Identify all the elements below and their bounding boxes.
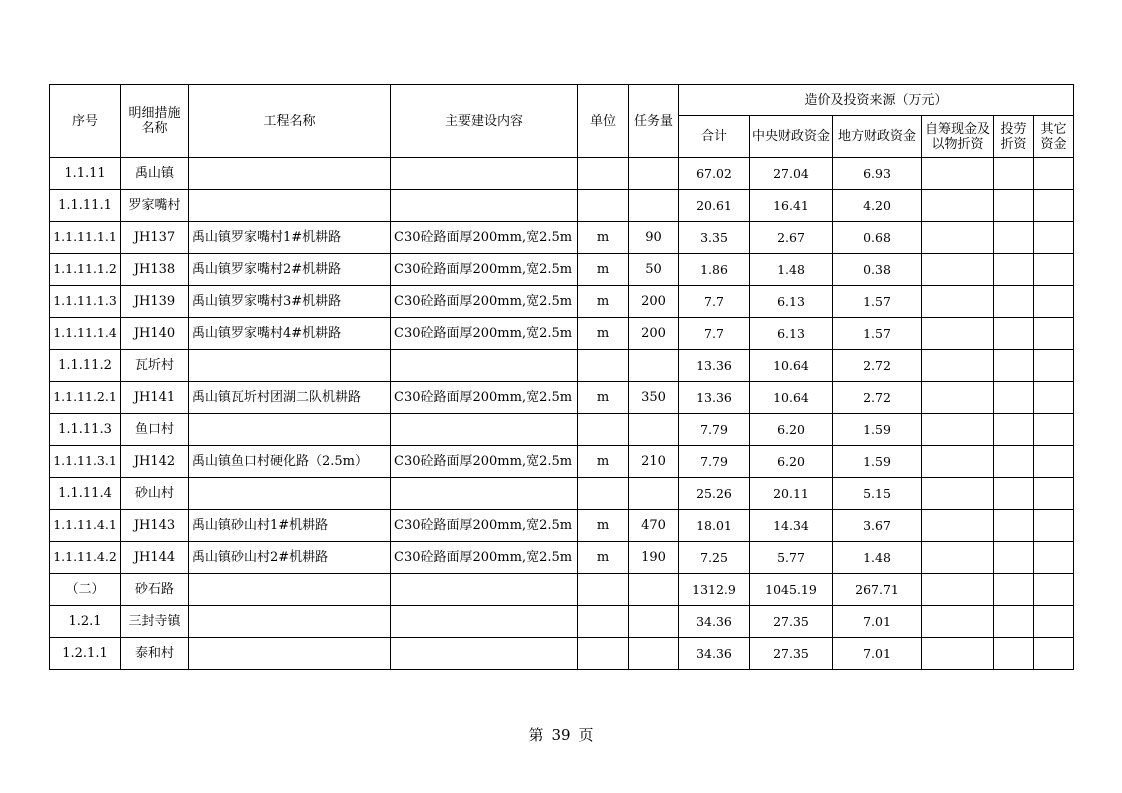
seq-cell	[50, 382, 121, 414]
content-cell	[391, 574, 578, 606]
labor-cell	[994, 574, 1034, 606]
self-cell	[922, 542, 994, 574]
local-cell: 7.01	[833, 606, 922, 638]
total-cell: 20.61	[679, 190, 750, 222]
measure-cell: JH139	[121, 286, 189, 318]
header-local: 地方财政资金	[833, 116, 922, 158]
header-other: 其它资金	[1034, 116, 1074, 158]
labor-cell	[994, 446, 1034, 478]
project-cell: 禹山镇砂山村1#机耕路	[189, 510, 391, 542]
footer-prefix: 第	[528, 726, 544, 744]
local-cell: 2.72	[833, 350, 922, 382]
content-cell	[391, 638, 578, 670]
other-cell	[1034, 286, 1074, 318]
investment-table	[49, 84, 1074, 670]
other-cell	[1034, 638, 1074, 670]
local-cell: 0.68	[833, 222, 922, 254]
labor-cell	[994, 638, 1034, 670]
self-cell	[922, 446, 994, 478]
central-cell: 20.11	[750, 478, 833, 510]
total-cell: 67.02	[679, 158, 750, 190]
content-cell: C30砼路面厚200mm,宽2.5m	[391, 286, 578, 318]
central-cell: 16.41	[750, 190, 833, 222]
header-project: 工程名称	[189, 85, 391, 158]
unit-cell: m	[578, 318, 629, 350]
content-cell: C30砼路面厚200mm,宽2.5m	[391, 446, 578, 478]
table-row	[50, 350, 1074, 382]
measure-cell: JH144	[121, 542, 189, 574]
table-row	[50, 158, 1074, 190]
seq-cell: 1.1.11.2	[50, 350, 121, 382]
footer-suffix: 页	[578, 726, 594, 744]
project-cell: 禹山镇罗家嘴村2#机耕路	[189, 254, 391, 286]
seq-cell: 1.1.11.3	[50, 414, 121, 446]
self-cell	[922, 190, 994, 222]
labor-cell	[994, 510, 1034, 542]
project-cell: 禹山镇罗家嘴村1#机耕路	[189, 222, 391, 254]
local-cell: 3.67	[833, 510, 922, 542]
measure-cell: 砂石路	[121, 574, 189, 606]
seq-cell: 1.1.11.4	[50, 478, 121, 510]
labor-cell	[994, 414, 1034, 446]
local-cell: 4.20	[833, 190, 922, 222]
project-cell	[189, 158, 391, 190]
unit-cell	[578, 158, 629, 190]
task-cell: 470	[629, 510, 679, 542]
measure-cell: 瓦圻村	[121, 350, 189, 382]
unit-cell: m	[578, 254, 629, 286]
central-cell: 6.20	[750, 446, 833, 478]
table-row	[50, 222, 1074, 254]
unit-cell	[578, 350, 629, 382]
task-cell	[629, 158, 679, 190]
self-cell	[922, 414, 994, 446]
unit-cell	[578, 638, 629, 670]
central-cell: 27.35	[750, 638, 833, 670]
header-row	[50, 85, 1074, 116]
local-cell: 1.57	[833, 286, 922, 318]
project-cell	[189, 190, 391, 222]
task-cell	[629, 350, 679, 382]
task-cell	[629, 606, 679, 638]
unit-cell	[578, 414, 629, 446]
central-cell: 2.67	[750, 222, 833, 254]
project-cell: 禹山镇鱼口村硬化路（2.5m）	[189, 446, 391, 478]
seq-text: 1.1.11.3.1	[53, 453, 117, 468]
unit-cell	[578, 574, 629, 606]
self-cell	[922, 318, 994, 350]
central-cell: 27.35	[750, 606, 833, 638]
project-cell	[189, 350, 391, 382]
measure-cell: JH137	[121, 222, 189, 254]
central-cell: 6.13	[750, 318, 833, 350]
seq-text: 1.1.11.4.1	[53, 517, 117, 532]
measure-cell: JH138	[121, 254, 189, 286]
content-cell: C30砼路面厚200mm,宽2.5m	[391, 382, 578, 414]
task-cell	[629, 190, 679, 222]
local-cell: 1.59	[833, 414, 922, 446]
content-cell: C30砼路面厚200mm,宽2.5m	[391, 542, 578, 574]
table-row	[50, 382, 1074, 414]
labor-cell	[994, 222, 1034, 254]
central-cell: 1045.19	[750, 574, 833, 606]
local-cell: 1.48	[833, 542, 922, 574]
labor-cell	[994, 382, 1034, 414]
header-seq: 序号	[50, 85, 121, 158]
project-cell	[189, 606, 391, 638]
other-cell	[1034, 478, 1074, 510]
local-cell: 7.01	[833, 638, 922, 670]
seq-text: 1.1.11.2.1	[53, 389, 117, 404]
self-cell	[922, 478, 994, 510]
task-cell: 350	[629, 382, 679, 414]
measure-cell: 泰和村	[121, 638, 189, 670]
measure-cell: JH143	[121, 510, 189, 542]
central-cell: 5.77	[750, 542, 833, 574]
other-cell	[1034, 158, 1074, 190]
labor-cell	[994, 478, 1034, 510]
self-cell	[922, 222, 994, 254]
self-cell	[922, 286, 994, 318]
content-cell	[391, 190, 578, 222]
content-cell: C30砼路面厚200mm,宽2.5m	[391, 222, 578, 254]
project-cell: 禹山镇罗家嘴村4#机耕路	[189, 318, 391, 350]
table-row	[50, 478, 1074, 510]
labor-cell	[994, 350, 1034, 382]
seq-text: 1.1.11.1.3	[53, 293, 117, 308]
labor-cell	[994, 286, 1034, 318]
table-row	[50, 286, 1074, 318]
header-content: 主要建设内容	[391, 85, 578, 158]
local-cell: 2.72	[833, 382, 922, 414]
measure-cell: 砂山村	[121, 478, 189, 510]
total-cell: 13.36	[679, 382, 750, 414]
labor-cell	[994, 158, 1034, 190]
seq-cell	[50, 318, 121, 350]
seq-cell	[50, 254, 121, 286]
central-cell: 6.20	[750, 414, 833, 446]
content-cell: C30砼路面厚200mm,宽2.5m	[391, 510, 578, 542]
unit-cell: m	[578, 222, 629, 254]
other-cell	[1034, 350, 1074, 382]
total-cell: 7.7	[679, 318, 750, 350]
project-cell	[189, 478, 391, 510]
total-cell: 7.79	[679, 414, 750, 446]
header-invest-group: 造价及投资来源（万元）	[679, 85, 1074, 116]
table-row	[50, 254, 1074, 286]
central-cell: 10.64	[750, 382, 833, 414]
header-labor: 投劳折资	[994, 116, 1034, 158]
local-cell: 1.59	[833, 446, 922, 478]
task-cell: 90	[629, 222, 679, 254]
content-cell: C30砼路面厚200mm,宽2.5m	[391, 254, 578, 286]
header-unit: 单位	[578, 85, 629, 158]
labor-cell	[994, 254, 1034, 286]
project-cell: 禹山镇砂山村2#机耕路	[189, 542, 391, 574]
unit-cell	[578, 478, 629, 510]
unit-cell	[578, 606, 629, 638]
content-cell	[391, 158, 578, 190]
seq-cell: 1.1.11.1	[50, 190, 121, 222]
self-cell	[922, 606, 994, 638]
labor-cell	[994, 318, 1034, 350]
other-cell	[1034, 606, 1074, 638]
header-task: 任务量	[629, 85, 679, 158]
header-total: 合计	[679, 116, 750, 158]
content-cell	[391, 350, 578, 382]
table-row	[50, 446, 1074, 478]
content-cell	[391, 414, 578, 446]
measure-cell: 禹山镇	[121, 158, 189, 190]
other-cell	[1034, 382, 1074, 414]
task-cell	[629, 638, 679, 670]
task-cell: 200	[629, 318, 679, 350]
unit-cell: m	[578, 286, 629, 318]
central-cell: 1.48	[750, 254, 833, 286]
unit-cell: m	[578, 382, 629, 414]
self-cell	[922, 254, 994, 286]
self-cell	[922, 382, 994, 414]
local-cell: 5.15	[833, 478, 922, 510]
other-cell	[1034, 222, 1074, 254]
unit-cell: m	[578, 446, 629, 478]
seq-cell	[50, 222, 121, 254]
task-cell: 50	[629, 254, 679, 286]
page-number: 39	[551, 726, 571, 744]
self-cell	[922, 350, 994, 382]
seq-text: 1.1.11.1.4	[53, 325, 117, 340]
seq-cell	[50, 446, 121, 478]
seq-text: 1.1.11.4.2	[53, 549, 117, 564]
total-cell: 7.25	[679, 542, 750, 574]
table-row	[50, 606, 1074, 638]
table-row	[50, 510, 1074, 542]
unit-cell: m	[578, 510, 629, 542]
task-cell: 190	[629, 542, 679, 574]
header-measure: 明细措施名称	[121, 85, 189, 158]
measure-cell: JH142	[121, 446, 189, 478]
labor-cell	[994, 606, 1034, 638]
total-cell: 1.86	[679, 254, 750, 286]
other-cell	[1034, 542, 1074, 574]
seq-cell: 1.1.11	[50, 158, 121, 190]
local-cell: 0.38	[833, 254, 922, 286]
project-cell	[189, 414, 391, 446]
total-cell: 18.01	[679, 510, 750, 542]
other-cell	[1034, 254, 1074, 286]
project-cell: 禹山镇瓦圻村团湖二队机耕路	[189, 382, 391, 414]
table-row	[50, 318, 1074, 350]
total-cell: 34.36	[679, 606, 750, 638]
seq-cell	[50, 542, 121, 574]
total-cell: 1312.9	[679, 574, 750, 606]
content-cell: C30砼路面厚200mm,宽2.5m	[391, 318, 578, 350]
table-row	[50, 414, 1074, 446]
self-cell	[922, 510, 994, 542]
seq-cell: 1.2.1.1	[50, 638, 121, 670]
content-cell	[391, 478, 578, 510]
total-cell: 7.7	[679, 286, 750, 318]
local-cell: 6.93	[833, 158, 922, 190]
table-row	[50, 542, 1074, 574]
table-row	[50, 190, 1074, 222]
labor-cell	[994, 190, 1034, 222]
total-cell: 25.26	[679, 478, 750, 510]
measure-cell: JH140	[121, 318, 189, 350]
task-cell: 210	[629, 446, 679, 478]
seq-text: 1.1.11.1.1	[53, 229, 117, 244]
self-cell	[922, 158, 994, 190]
seq-cell: 1.2.1	[50, 606, 121, 638]
other-cell	[1034, 190, 1074, 222]
local-cell: 1.57	[833, 318, 922, 350]
other-cell	[1034, 414, 1074, 446]
central-cell: 14.34	[750, 510, 833, 542]
seq-text: 1.1.11.1.2	[53, 261, 117, 276]
other-cell	[1034, 446, 1074, 478]
central-cell: 27.04	[750, 158, 833, 190]
seq-cell: （二）	[50, 574, 121, 606]
header-central: 中央财政资金	[750, 116, 833, 158]
labor-cell	[994, 542, 1034, 574]
seq-cell	[50, 286, 121, 318]
task-cell	[629, 574, 679, 606]
task-cell: 200	[629, 286, 679, 318]
measure-cell: 罗家嘴村	[121, 190, 189, 222]
content-cell	[391, 606, 578, 638]
table-row	[50, 574, 1074, 606]
total-cell: 3.35	[679, 222, 750, 254]
seq-cell	[50, 510, 121, 542]
measure-cell: JH141	[121, 382, 189, 414]
other-cell	[1034, 574, 1074, 606]
measure-cell: 三封寺镇	[121, 606, 189, 638]
other-cell	[1034, 510, 1074, 542]
task-cell	[629, 478, 679, 510]
self-cell	[922, 574, 994, 606]
task-cell	[629, 414, 679, 446]
unit-cell: m	[578, 542, 629, 574]
central-cell: 10.64	[750, 350, 833, 382]
unit-cell	[578, 190, 629, 222]
table-row	[50, 638, 1074, 670]
total-cell: 13.36	[679, 350, 750, 382]
other-cell	[1034, 318, 1074, 350]
project-cell: 禹山镇罗家嘴村3#机耕路	[189, 286, 391, 318]
project-cell	[189, 638, 391, 670]
header-self: 自筹现金及以物折资	[922, 116, 994, 158]
project-cell	[189, 574, 391, 606]
total-cell: 34.36	[679, 638, 750, 670]
central-cell: 6.13	[750, 286, 833, 318]
page-footer	[0, 724, 1122, 745]
self-cell	[922, 638, 994, 670]
total-cell: 7.79	[679, 446, 750, 478]
measure-cell: 鱼口村	[121, 414, 189, 446]
local-cell: 267.71	[833, 574, 922, 606]
